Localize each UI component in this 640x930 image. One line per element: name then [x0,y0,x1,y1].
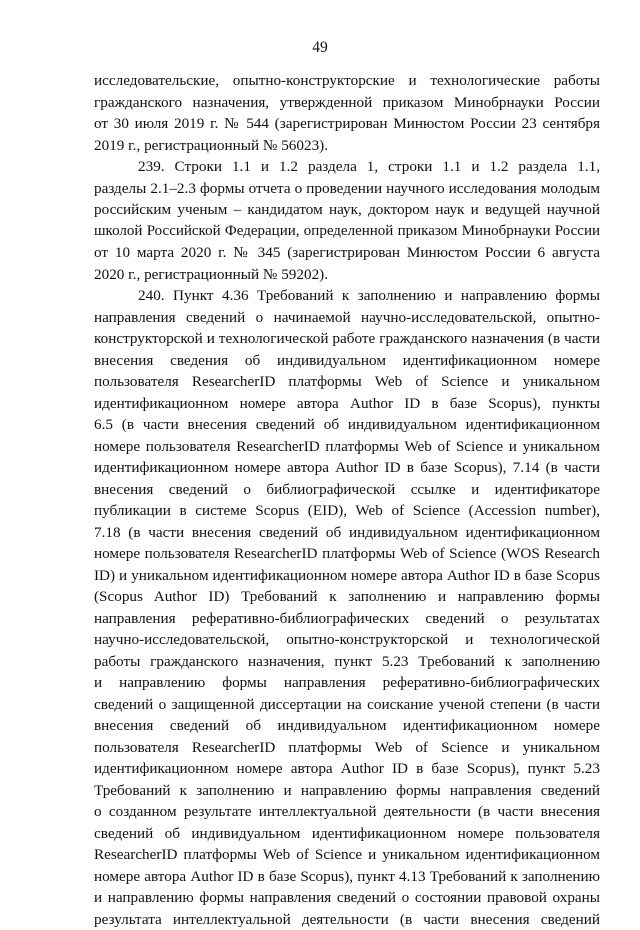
text-line: Требований к заполнению и направлению формы направления сведений [94,780,600,802]
text-line: результата интеллектуальной деятельности (в части внесения сведений [94,909,600,930]
text-line: российским ученым – кандидатом наук, доктором наук и ведущей научной [94,199,600,221]
text-line: ID) и уникальном идентификационном номере автора Author ID в базе Scopus [94,565,600,587]
text-line: идентификационном номере автора Author ID в базе Scopus), пункты [94,393,600,415]
text-line: о созданном результате интеллектуальной деятельности (в части внесения [94,801,600,823]
text-line: работы гражданского назначения, пункт 5.23 Требований к заполнению [94,651,600,673]
page-number: 49 [0,38,640,58]
text-line: направления сведений о начинаемой научно-исследовательской, опытно- [94,307,600,329]
text-line: (Scopus Author ID) Требований к заполнению и направлению формы [94,586,600,608]
text-line: пользователя ResearcherID платформы Web of Science и уникальном [94,737,600,759]
text-line: идентификационном номере автора Author ID в базе Scopus), пункт 5.23 [94,758,600,780]
text-line: 2020 г., регистрационный № 59202). [94,264,600,286]
text-line: ResearcherID платформы Web of Science и уникальном идентификационном [94,844,600,866]
document-body [94,70,600,930]
text-line: разделы 2.1–2.3 формы отчета о проведении научного исследования молодым [94,178,600,200]
text-line: от 10 марта 2020 г. № 345 (зарегистрирован Минюстом России 6 августа [94,242,600,264]
text-line: пользователя ResearcherID платформы Web of Science и уникальном [94,371,600,393]
text-line: 2019 г., регистрационный № 56023). [94,135,600,157]
text-line: сведений о защищенной диссертации на соискание ученой степени (в части [94,694,600,716]
text-line: внесения сведения об индивидуальном идентификационном номере [94,350,600,372]
text-line: идентификационном номере автора Author ID в базе Scopus), 7.14 (в части [94,457,600,479]
text-line: направления реферативно-библиографических сведений о результатах [94,608,600,630]
text-line: внесения сведений об индивидуальном идентификационном номере [94,715,600,737]
text-line: 240. Пункт 4.36 Требований к заполнению и направлению формы [94,285,600,307]
text-line: публикации в системе Scopus (EID), Web of Science (Accession number), [94,500,600,522]
text-line: номере пользователя ResearcherID платформы Web of Science и уникальном [94,436,600,458]
text-line: и направлению формы направления сведений о состоянии правовой охраны [94,887,600,909]
text-line: от 30 июля 2019 г. № 544 (зарегистрирован Минюстом России 23 сентября [94,113,600,135]
text-line: школой Российской Федерации, определенной приказом Минобрнауки России [94,221,600,243]
text-line: 239. Строки 1.1 и 1.2 раздела 1, строки 1.1 и 1.2 раздела 1.1, [94,156,600,178]
text-line: 7.18 (в части внесения сведений об индивидуальном идентификационном [94,522,600,544]
text-line: научно-исследовательской, опытно-конструкторской и технологической [94,629,600,651]
text-line: внесения сведений о библиографической ссылке и идентификаторе [94,479,600,501]
text-line: сведений об индивидуальном идентификационном номере пользователя [94,823,600,845]
text-line: конструкторской и технологической работе гражданского назначения (в части [94,328,600,350]
text-line: 6.5 (в части внесения сведений об индивидуальном идентификационном [94,414,600,436]
text-line: исследовательские, опытно-конструкторские и технологические работы [94,70,600,92]
text-line: номере пользователя ResearcherID платформы Web of Science (WOS Research [94,543,600,565]
text-line: номере автора Author ID в базе Scopus), пункт 4.13 Требований к заполнению [94,866,600,888]
text-line: гражданского назначения, утвержденной приказом Минобрнауки России [94,92,600,114]
text-line: и направлению формы направления реферативно-библиографических [94,672,600,694]
